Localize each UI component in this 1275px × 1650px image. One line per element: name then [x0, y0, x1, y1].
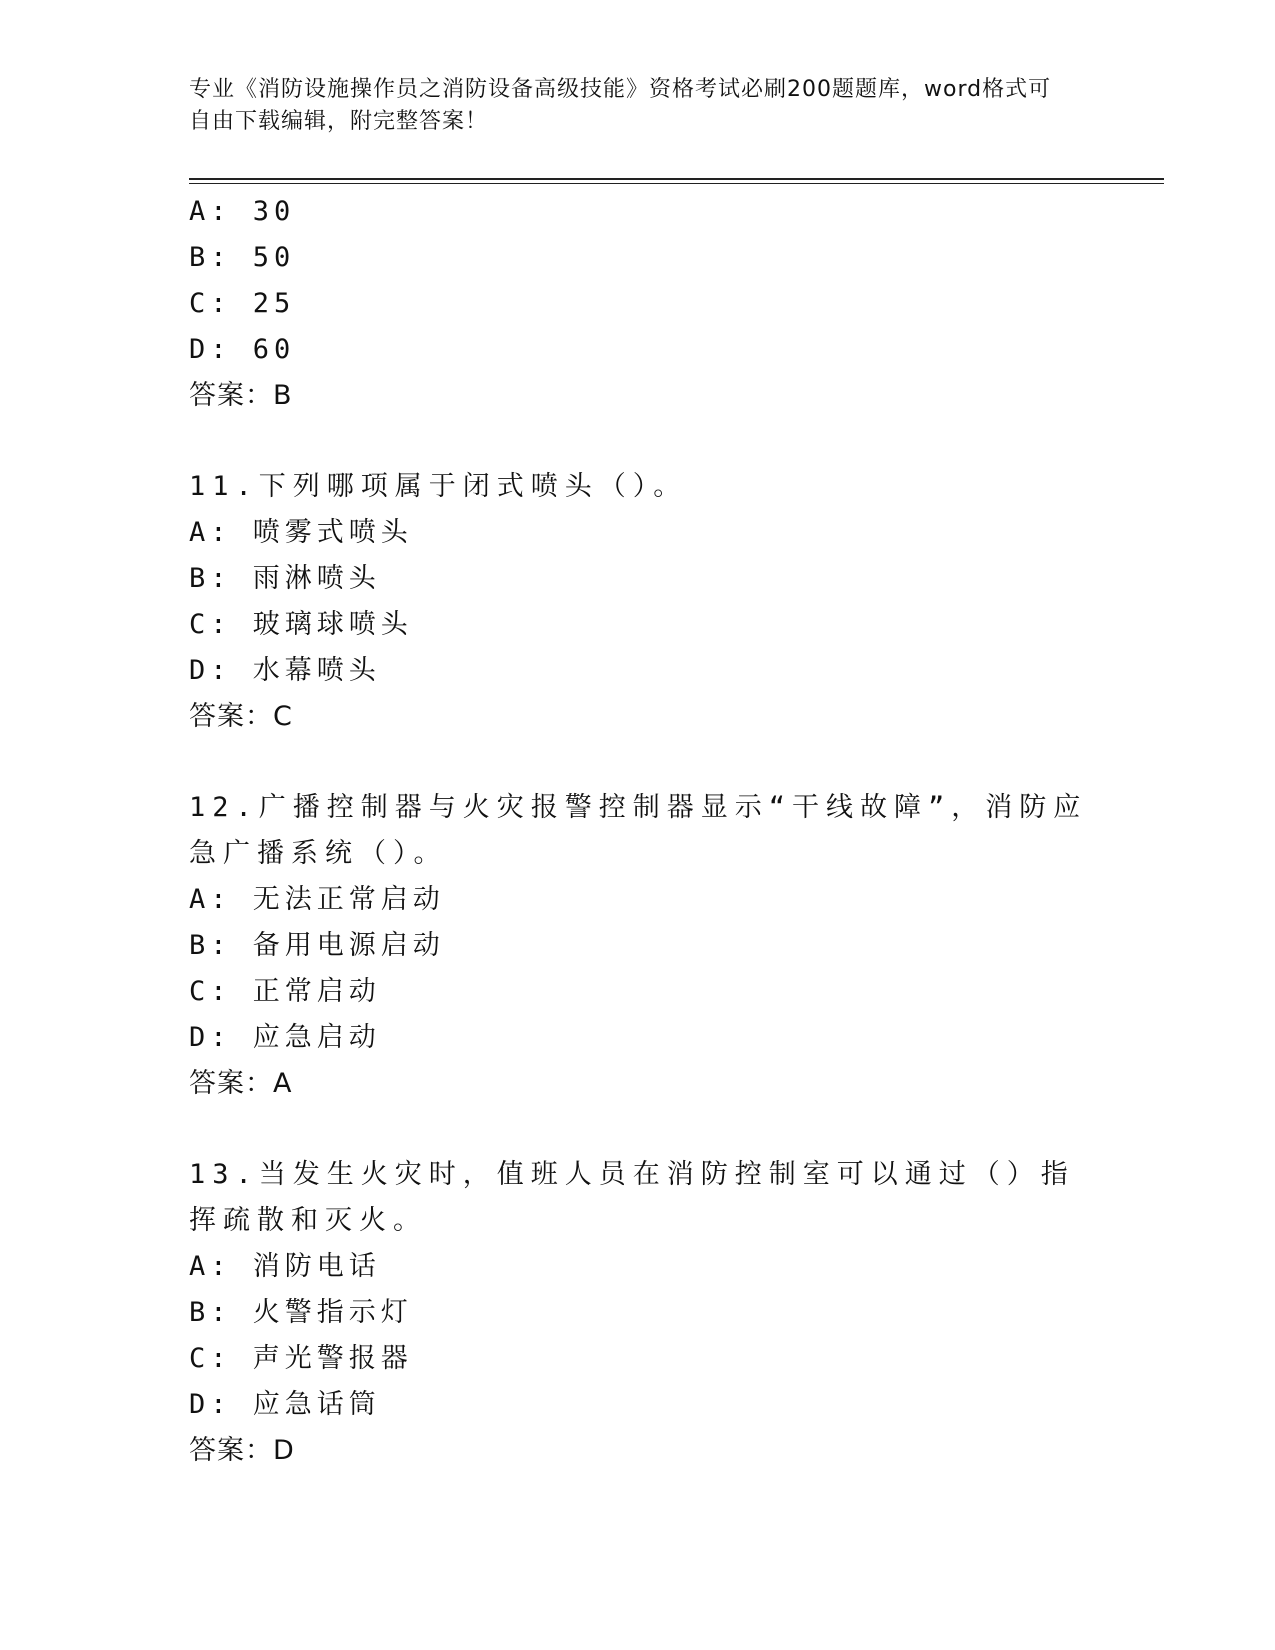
option-c: C: 25	[189, 288, 296, 319]
question-13	[189, 1152, 1089, 1474]
option-d: D: 应急话筒	[189, 1389, 381, 1420]
answer-line: 答案：C	[189, 701, 293, 732]
option-d: D: 应急启动	[189, 1022, 381, 1053]
option-a: A: 喷雾式喷头	[189, 517, 413, 548]
option-b: B: 雨淋喷头	[189, 563, 381, 594]
answer-line: 答案：D	[189, 1435, 295, 1466]
option-a: A: 消防电话	[189, 1251, 381, 1282]
option-b: B: 火警指示灯	[189, 1297, 413, 1328]
option-c: C: 玻璃球喷头	[189, 609, 413, 640]
option-c: C: 正常启动	[189, 976, 381, 1007]
question-list	[189, 189, 1089, 1474]
document-title: 专业《消防设施操作员之消防设备高级技能》资格考试必刷200题题库，word格式可自由下载编辑，附完整答案！	[189, 77, 1052, 134]
option-c: C: 声光警报器	[189, 1343, 413, 1374]
option-b: B: 50	[189, 242, 296, 273]
document-header	[189, 74, 1069, 138]
answer-line: 答案：A	[189, 1068, 293, 1099]
option-a: A: 无法正常启动	[189, 884, 445, 915]
header-divider	[189, 178, 1164, 180]
header-divider-thin	[189, 183, 1164, 184]
question-11	[189, 464, 1089, 740]
answer-line: 答案：B	[189, 380, 293, 411]
question-stem: 12.广播控制器与火灾报警控制器显示“干线故障”，消防应急广播系统（）。	[189, 792, 1088, 869]
option-a: A: 30	[189, 196, 296, 227]
question-12	[189, 785, 1089, 1107]
option-d: D: 60	[189, 334, 296, 365]
question-stem: 11.下列哪项属于闭式喷头（）。	[189, 471, 688, 502]
option-b: B: 备用电源启动	[189, 930, 445, 961]
option-d: D: 水幕喷头	[189, 655, 381, 686]
question-10-continued	[189, 189, 1089, 419]
question-stem: 13.当发生火灾时，值班人员在消防控制室可以通过（）指挥疏散和灭火。	[189, 1159, 1075, 1236]
